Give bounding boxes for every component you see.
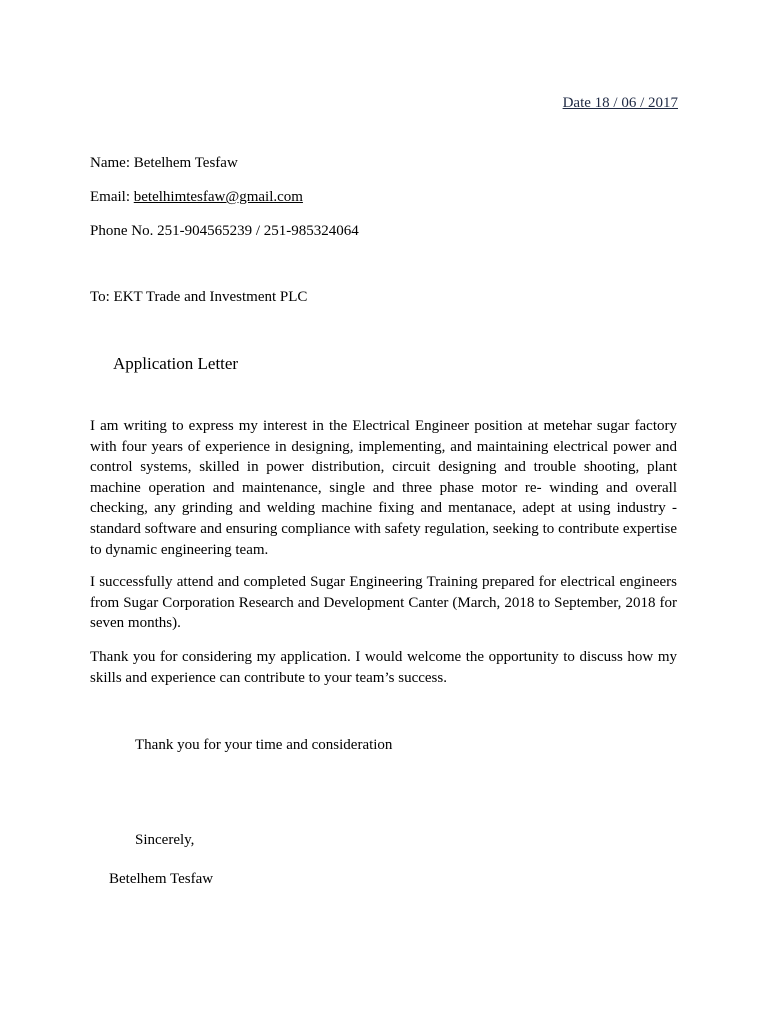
email-label: Email: [90, 189, 130, 205]
body-paragraph-1: I am writing to express my interest in the Electrical Engineer position at metehar sugar factory with four years of experience in designing, implementing, and maintaining electrical power and control systems, skilled in power distribution, circuit designing and trouble shooting, plant machine operation and maintenance, single and three phase motor re- winding and overall checking, any grinding and welding machine fixing and mentanace, adept at using industry - standard software and ensuring compliance with safety regulation, seeking to contribute expertise to dynamic engineering team. [90, 418, 677, 558]
body-paragraph-2: I successfully attend and completed Sugar Engineering Training prepared for electrical engineers from Sugar Corporation Research and Development Canter (March, 2018 to September, 2018 for seven months). [90, 574, 677, 632]
recipient-line: To: EKT Trade and Investment PLC [90, 289, 308, 305]
phone-label: Phone No. [90, 223, 154, 239]
letter-date: Date 18 / 06 / 2017 [562, 95, 678, 111]
signature-name: Betelhem Tesfaw [109, 871, 214, 887]
body-paragraph-3: Thank you for considering my application. I would welcome the opportunity to discuss how my skills and experience can contribute to your team’s success. [90, 649, 677, 686]
sender-phone-line [90, 221, 359, 241]
letter-title: Application Letter [113, 354, 239, 373]
sender-name-line [90, 153, 238, 173]
sender-name: Betelhem Tesfaw [133, 155, 238, 171]
closing-line: Sincerely, [135, 832, 195, 848]
sender-phone: 251-904565239 / 251-985324064 [157, 223, 359, 239]
email-link[interactable]: betelhimtesfaw@gmail.com [133, 189, 303, 205]
sender-email-line [90, 187, 303, 207]
thanks-line: Thank you for your time and consideration [135, 737, 393, 753]
name-label: Name: [90, 155, 130, 171]
